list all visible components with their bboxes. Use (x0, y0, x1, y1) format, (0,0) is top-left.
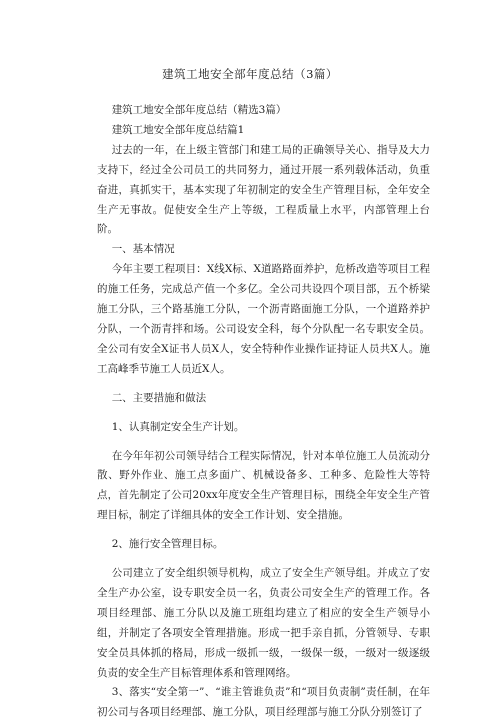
section-2-heading: 二、主要措施和做法 (111, 391, 207, 404)
section-1-paragraph: 今年主要工程项目：X线X标、X道路路面养护，危桥改造等项目工程的施工任务，完成总产值一个多亿。全公司共设四个项目部，五个桥梁施工分队，三个路基施工分队，一个沥青路面施工分队，一个道路养护分队，一个沥青拌和场。公司设安全科，每个分队配一名专职安全员。全公司有安全X证书人员X人，安全特种作业操作证持证人员共X人。施工高峰季节施工人员近X人。 (97, 263, 430, 375)
item-2-heading: 2、施行安全管理目标。 (111, 538, 224, 551)
intro-paragraph: 过去的一年，在上级主管部门和建工局的正确领导关心、指导及大力支持下，经过全公司员工的共同努力，通过开展一系列载体活动，负重奋进，真抓实干，基本实现了年初制定的安全生产管理目标，全年安全生产无事故。促使安全生产上等级，工程质量上水平，内部管理上台阶。 (97, 143, 430, 236)
item-1-paragraph: 在今年年初公司领导结合工程实际情况，针对本单位施工人员流动分散、野外作业、施工点多面广、机械设备多、工种多、危险性大等特点，首先制定了公司20xx年度安全生产管理目标，围绕全年安全生产管理目标，制定了详细具体的安全工作计划、安全措施。 (97, 449, 430, 522)
article-heading: 建筑工地安全部年度总结篇1 (111, 123, 245, 136)
document-subtitle: 建筑工地安全部年度总结（精选3篇） (111, 104, 287, 116)
document-title: 建筑工地安全部年度总结（3篇） (162, 67, 338, 81)
item-2-paragraph: 公司建立了安全组织领导机构，成立了安全生产领导组。并成立了安全生产办公室，设专职安全员一名，负责公司安全生产的管理工作。各项目经理部、施工分队以及施工班组均建立了相应的安全生产领导小组，并制定了各项安全管理措施。形成一把手亲自抓，分管领导、专职安全员具体抓的格局，形成一级抓一级，一级保一级，一级对一级逐级负责的安全生产目标管理体系和管理网络。 (97, 567, 430, 679)
document-body (97, 101, 430, 723)
item-1-heading: 1、认真制定安全生产计划。 (111, 420, 245, 433)
section-1-heading: 一、基本情况 (111, 243, 175, 256)
item-3-paragraph: 3、落实“安全第一”、“谁主管谁负责”和“项目负责制”责任制，在年初公司与各项目经理部、施工分队，项目经理部与施工分队分别签订了 (97, 686, 430, 719)
